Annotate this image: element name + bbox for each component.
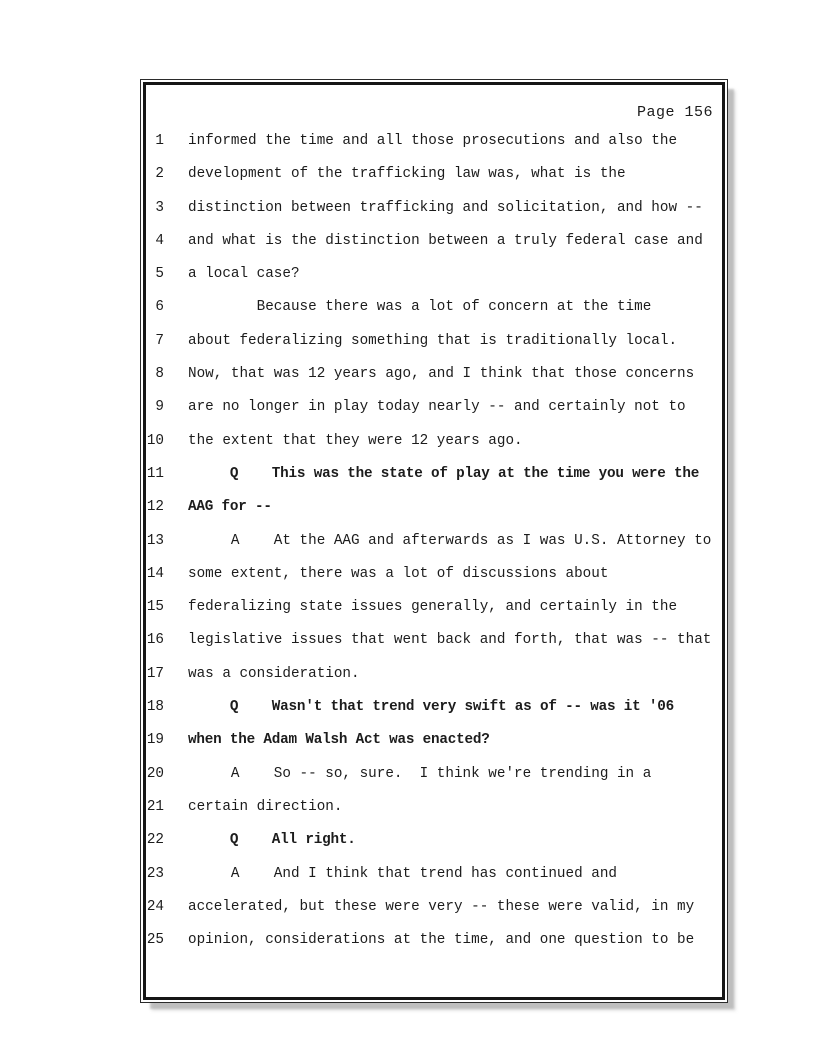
line-text: some extent, there was a lot of discussions about <box>188 565 609 582</box>
line-text: was a consideration. <box>188 665 360 682</box>
transcript-line <box>146 665 722 698</box>
line-number: 12 <box>146 499 164 516</box>
transcript-line <box>146 898 722 931</box>
line-text: A At the AAG and afterwards as I was U.S. Attorney to <box>188 532 712 549</box>
line-number: 14 <box>146 565 164 582</box>
transcript-line <box>146 565 722 598</box>
line-text: distinction between trafficking and solicitation, and how -- <box>188 199 703 216</box>
line-number: 16 <box>146 632 164 649</box>
line-number: 17 <box>146 665 164 682</box>
line-number: 23 <box>146 865 164 882</box>
page-frame-outer <box>140 79 728 1003</box>
line-text: a local case? <box>188 266 300 283</box>
line-text: about federalizing something that is traditionally local. <box>188 332 678 349</box>
line-text: Q All right. <box>188 832 356 849</box>
line-number: 13 <box>146 532 164 549</box>
line-text: the extent that they were 12 years ago. <box>188 432 523 449</box>
line-number: 15 <box>146 599 164 616</box>
transcript-line <box>146 199 722 232</box>
line-number: 18 <box>146 699 164 716</box>
line-number: 3 <box>155 199 164 216</box>
line-number: 10 <box>146 432 164 449</box>
line-number: 22 <box>146 832 164 849</box>
line-text: when the Adam Walsh Act was enacted? <box>188 732 490 749</box>
page-frame-inner <box>143 82 725 1000</box>
transcript-line <box>146 365 722 398</box>
line-number: 8 <box>155 366 164 383</box>
line-number: 9 <box>155 399 164 416</box>
line-text: development of the trafficking law was, what is the <box>188 166 626 183</box>
transcript-lines <box>146 132 722 964</box>
line-number: 24 <box>146 898 164 915</box>
line-text: federalizing state issues generally, and certainly in the <box>188 599 678 616</box>
transcript-line <box>146 798 722 831</box>
line-text: Q Wasn't that trend very swift as of -- was it '06 <box>188 699 675 716</box>
line-text: AAG for -- <box>188 499 272 516</box>
transcript-line <box>146 865 722 898</box>
transcript-line <box>146 598 722 631</box>
line-text: legislative issues that went back and forth, that was -- that <box>188 632 712 649</box>
line-text: and what is the distinction between a truly federal case and <box>188 232 703 249</box>
line-text: informed the time and all those prosecutions and also the <box>188 133 678 149</box>
transcript-line <box>146 498 722 531</box>
line-number: 6 <box>155 299 164 316</box>
line-text: accelerated, but these were very -- these were valid, in my <box>188 898 695 915</box>
line-number: 5 <box>155 266 164 283</box>
line-text: Because there was a lot of concern at the time <box>188 299 652 316</box>
line-text: opinion, considerations at the time, and one question to be <box>188 932 695 949</box>
line-number: 25 <box>146 932 164 949</box>
line-number: 21 <box>146 798 164 815</box>
transcript-line <box>146 698 722 731</box>
line-text: A And I think that trend has continued and <box>188 865 617 882</box>
line-text: Q This was the state of play at the time you were the <box>188 465 700 482</box>
transcript-line <box>146 265 722 298</box>
line-text: are no longer in play today nearly -- and certainly not to <box>188 399 686 416</box>
page-number: Page 156 <box>636 104 713 121</box>
transcript-line <box>146 731 722 764</box>
line-number: 4 <box>155 232 164 249</box>
transcript-line <box>146 765 722 798</box>
transcript-line <box>146 132 722 165</box>
line-text: Now, that was 12 years ago, and I think that those concerns <box>188 366 695 383</box>
transcript-line <box>146 532 722 565</box>
transcript-line <box>146 631 722 664</box>
line-number: 7 <box>155 332 164 349</box>
transcript-line <box>146 232 722 265</box>
line-number: 19 <box>146 732 164 749</box>
transcript-line <box>146 165 722 198</box>
line-number: 2 <box>155 166 164 183</box>
line-number: 1 <box>155 133 164 149</box>
line-text: certain direction. <box>188 798 343 815</box>
transcript-line <box>146 398 722 431</box>
transcript-line <box>146 298 722 331</box>
line-text: A So -- so, sure. I think we're trending in a <box>188 765 652 782</box>
transcript-line <box>146 332 722 365</box>
transcript-line <box>146 831 722 864</box>
line-number: 20 <box>146 765 164 782</box>
transcript-line <box>146 931 722 964</box>
transcript-line <box>146 465 722 498</box>
transcript-line <box>146 432 722 465</box>
line-number: 11 <box>146 465 164 482</box>
